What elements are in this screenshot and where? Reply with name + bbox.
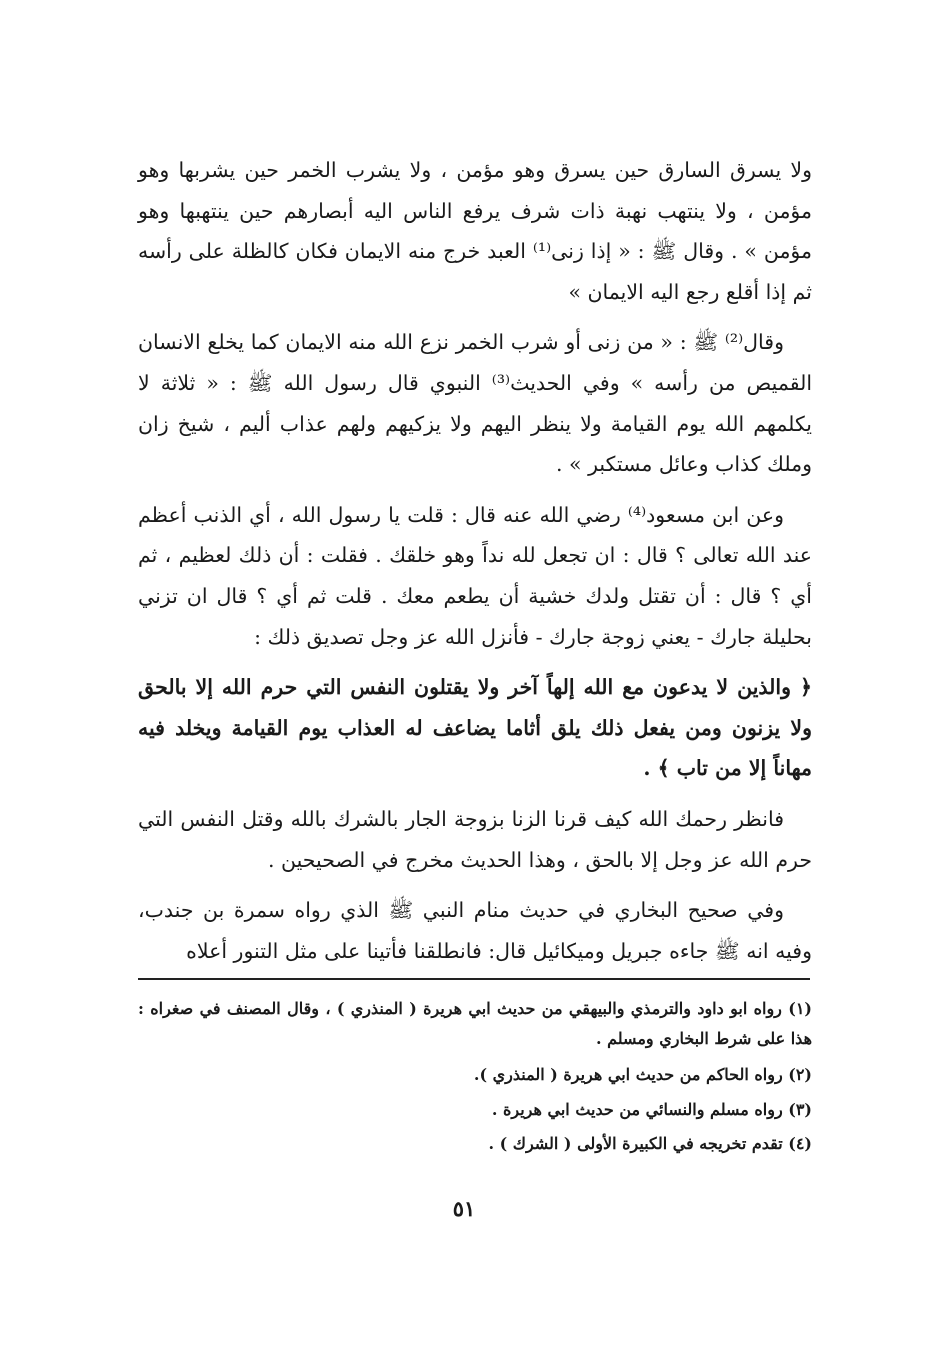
page-number: ٥١ <box>452 1196 476 1221</box>
paragraph-1: ولا يسرق السارق حين يسرق وهو مؤمن ، ولا يشرب الخمر حين يشربها وهو مؤمن ، ولا ينتهب نهبة ذات شرف يرفع الناس اليه أبصارهم حين ينتهبها وهو مؤمن » . وقال ﷺ : « إذا زنى⁽¹⁾ العبد خرج منه الايمان فكان كالظلة على رأسه ثم إذا أقلع رجع اليه الايمان » <box>138 158 812 304</box>
footnote-4: (٤) تقدم تخريجه في الكبيرة الأولى ( الشرك ) . <box>488 1134 812 1153</box>
quran-verse: ﴿ والذين لا يدعون مع الله إلهاً آخر ولا يقتلون النفس التي حرم الله إلا بالحق ولا يزنون ومن يفعل ذلك يلق أثاما يضاعف له العذاب يوم القيامة ويخلد فيه مهاناً إلا من تاب ﴾ . <box>138 675 812 781</box>
footnotes <box>138 994 812 1162</box>
paragraph-3: وعن ابن مسعود⁽⁴⁾ رضي الله عنه قال : قلت يا رسول الله ، أي الذنب أعظم عند الله تعالى ؟ قال : ان تجعل لله نداً وهو خلقك . فقلت : أن ذلك لعظيم ، ثم أي ؟ قال : أن تقتل ولدك خشية أن يطعم معك . قلت ثم أي ؟ قال ان تزني بحليلة جارك - يعني زوجة جارك - فأنزل الله عز وجل تصديق ذلك : <box>138 502 812 649</box>
paragraph-5: فانظر رحمك الله كيف قرنا الزنا بزوجة الجار بالشرك بالله وقتل النفس التي حرم الله عز وجل إلا بالحق ، وهذا الحديث مخرج في الصحيحين . <box>138 806 812 872</box>
footnote-1: (١) رواه ابو داود والترمذي والبيهقي من حديث ابي هريرة ( المنذري ) ، وقال المصنف في صغراه : هذا على شرط البخاري ومسلم . <box>138 999 812 1048</box>
footnote-divider <box>138 978 810 980</box>
footnote-3: (٣) رواه مسلم والنسائي من حديث ابي هريرة . <box>491 1099 812 1119</box>
paragraph-2: وقال⁽²⁾ ﷺ : « من زنى أو شرب الخمر نزع الله منه الايمان كما يخلع الانسان القميص من رأسه » وفي الحديث⁽³⁾ النبوي قال رسول الله ﷺ : « ثلاثة لا يكلمهم الله يوم القيامة ولا ينظر اليهم ولا يزكيهم ولهم عذاب أليم ، شيخ زان وملك كذاب وعائل مستكبر » . <box>138 330 813 477</box>
footnote-2: (٢) رواه الحاكم من حديث ابي هريرة ( المنذري ). <box>473 1065 812 1084</box>
paragraph-6: وفي صحيح البخاري في حديث منام النبي ﷺ الذي رواه سمرة بن جندب، وفيه انه ﷺ جاءه جبريل وميكائيل قال: فانطلقنا فأتينا على مثل التنور أعلاه <box>138 898 812 963</box>
main-text <box>138 150 812 981</box>
